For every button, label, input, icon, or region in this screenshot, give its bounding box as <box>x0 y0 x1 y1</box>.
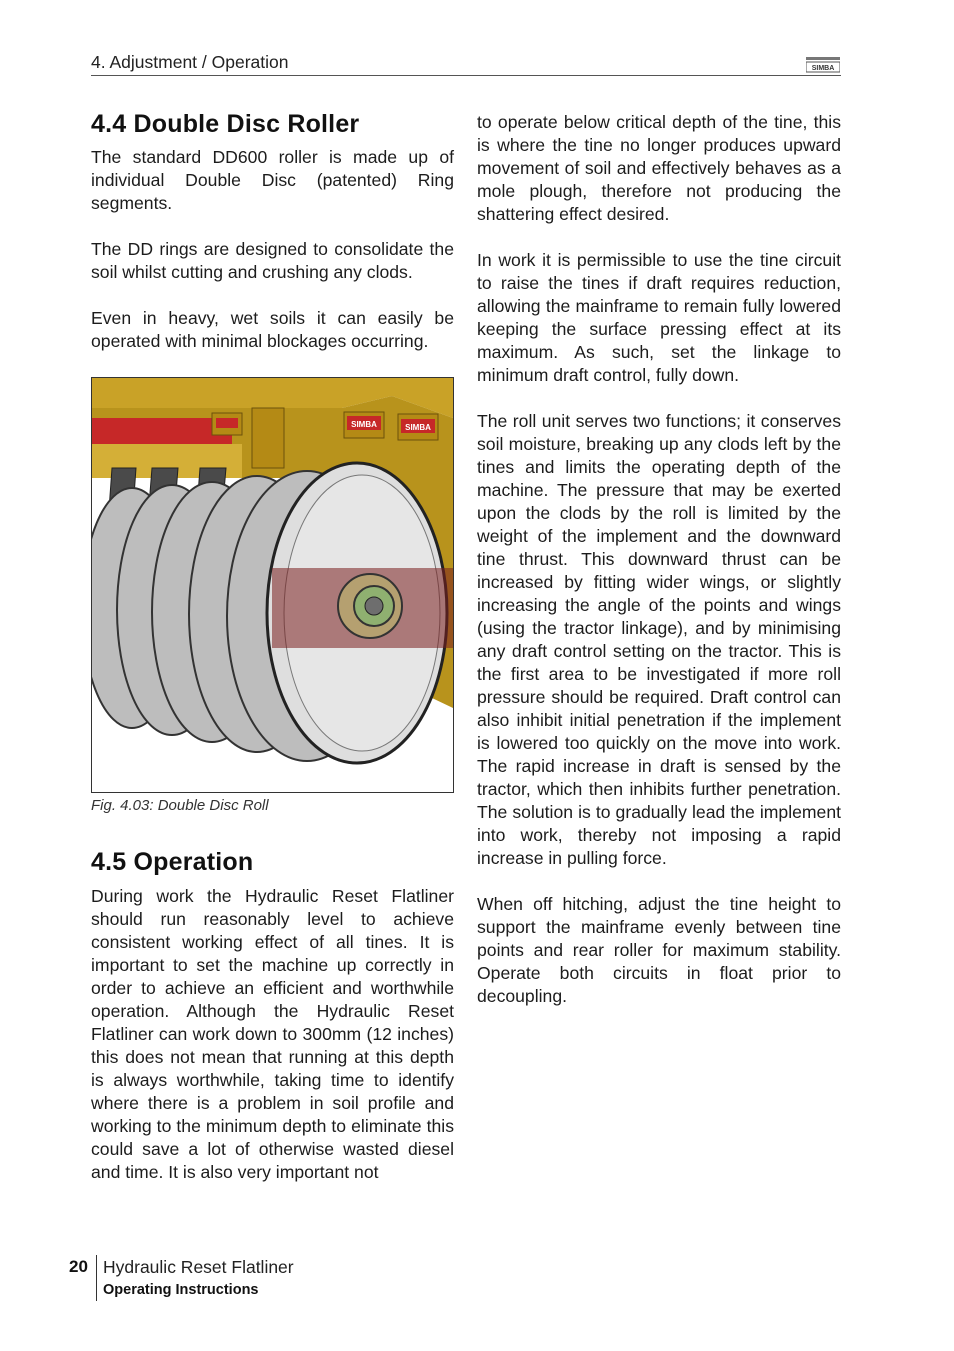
footer-title: Hydraulic Reset Flatliner <box>103 1257 294 1277</box>
footer-rule <box>96 1255 97 1301</box>
right-column-body <box>477 111 841 1031</box>
page-number: 20 <box>69 1257 88 1276</box>
paragraph: The roll unit serves two functions; it conserves soil moisture, breaking up any clods left by the tines and limits the operating depth of the machine. The pressure that may be exerted upon the clods by the roll is limited by the weight of the implement and the downward tine thrust. This downward thrust can be increased by fitting wider wings, or slightly increasing the angle of the points and wings (using the tractor linkage), and by minimising any draft control setting on the tractor. This is the first area to be investigated if more roll pressure should be required. Draft control can also inhibit initial penetration if the implement is lowered too quickly on the move into work. The rapid increase in draft is sensed by the tractor, which then inhibits further penetration. The solution is to gradually lead the implement into work, thereby not imposing a rapid increase in pulling force. <box>477 411 841 868</box>
svg-text:SIMBA: SIMBA <box>351 420 377 429</box>
svg-text:SIMBA: SIMBA <box>405 423 431 432</box>
running-header: 4. Adjustment / Operation <box>91 52 289 72</box>
paragraph: In work it is permissible to use the tine circuit to raise the tines if draft requires reduction, allowing the mainframe to remain fully lowered keeping the surface pressing effect at its maximum. As such, set the linkage to minimum draft control, fully down. <box>477 250 841 385</box>
paragraph: The standard DD600 roller is made up of individual Double Disc (patented) Ring segments. <box>91 147 454 213</box>
footer-subtitle: Operating Instructions <box>103 1282 259 1298</box>
double-disc-roll-figure <box>91 377 454 793</box>
svg-text:SIMBA: SIMBA <box>811 65 835 72</box>
section-44-body <box>91 146 454 376</box>
paragraph: When off hitching, adjust the tine height to support the mainframe evenly between tine points and rear roller for maximum stability. Operate both circuits in float prior to decoupling. <box>477 894 841 1006</box>
header-rule <box>91 75 841 76</box>
paragraph: During work the Hydraulic Reset Flatliner should run reasonably level to achieve consistent working effect of all tines. It is important to set the machine up correctly in order to achieve an efficient and worthwhile operation. Although the Hydraulic Reset Flatliner can work down to 300mm (12 inches) this does not mean that running at this depth is always worthwhile, taking time to identify where there is a problem in soil profile and working to the minimum depth to eliminate this could save a lot of otherwise wasted diesel and time. It is also very important not <box>91 886 454 1182</box>
paragraph: The DD rings are designed to consolidate the soil whilst cutting and crushing any clods. <box>91 239 454 282</box>
double-disc-roll-illustration <box>92 378 453 792</box>
figure-caption: Fig. 4.03: Double Disc Roll <box>91 797 269 814</box>
section-heading-double-disc-roller: 4.4 Double Disc Roller <box>91 110 360 138</box>
paragraph: Even in heavy, wet soils it can easily be operated with minimal blockages occurring. <box>91 308 454 351</box>
paragraph: to operate below critical depth of the tine, this is where the tine no longer produces upward movement of soil and effectively behaves as a mole plough, therefore not producing the shattering effect desired. <box>477 112 841 224</box>
section-heading-operation: 4.5 Operation <box>91 848 254 876</box>
section-45-body <box>91 885 454 1207</box>
simba-logo <box>806 56 840 74</box>
